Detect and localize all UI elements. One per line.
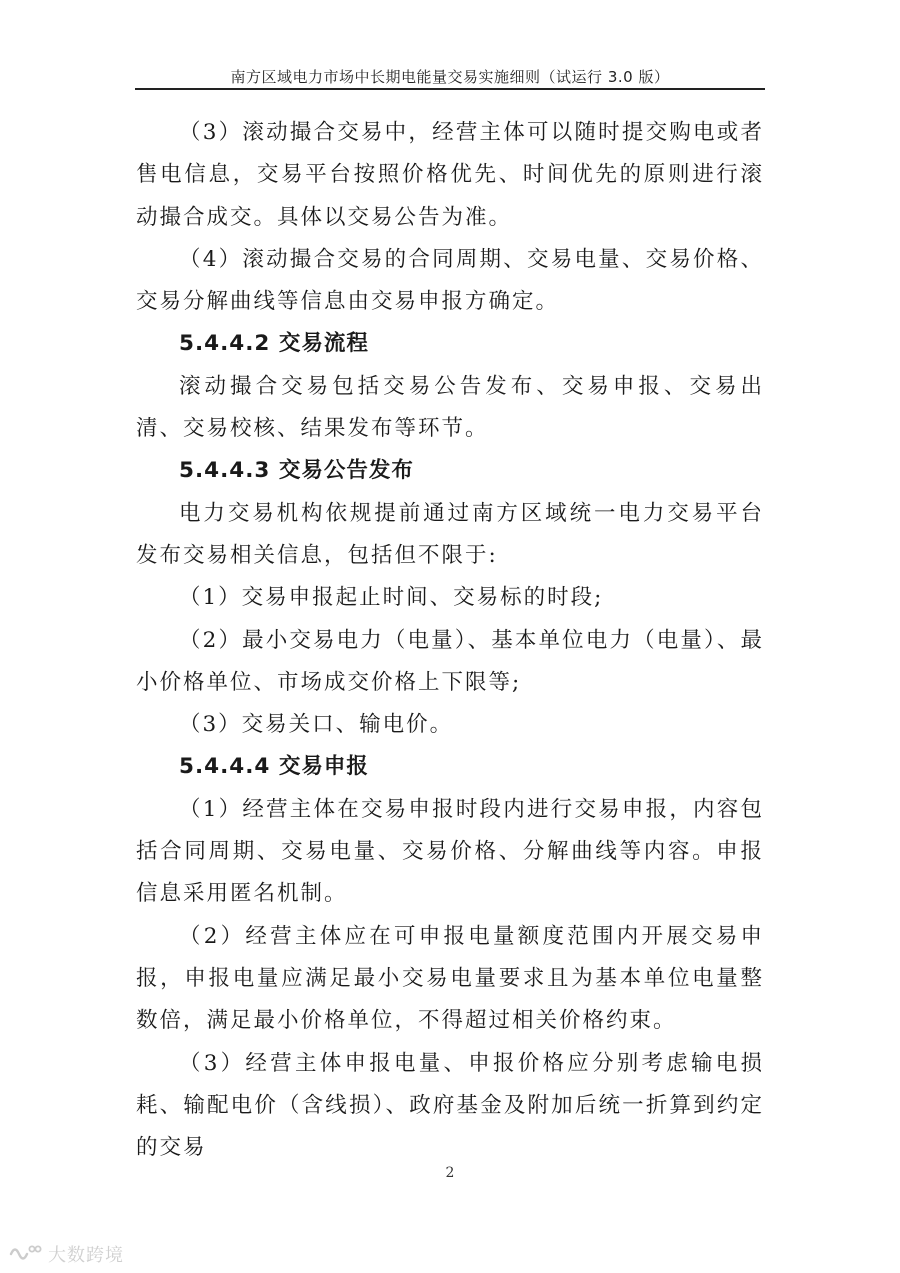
document-body <box>136 112 764 1169</box>
list-item-declaration-2: （2）经营主体应在可申报电量额度范围内开展交易申报，申报电量应满足最小交易电量要求且为基本单位电量整数倍，满足最小价格单位，不得超过相关价格约束。 <box>136 923 764 1034</box>
list-item-announcement-2: （2）最小交易电力（电量）、基本单位电力（电量）、最小价格单位、市场成交价格上下限等; <box>136 627 764 695</box>
watermark <box>8 1240 124 1268</box>
list-item-declaration-1: （1）经营主体在交易申报时段内进行交易申报，内容包括合同周期、交易电量、交易价格、分解曲线等内容。申报信息采用匿名机制。 <box>136 796 764 907</box>
list-item-announcement-1: （1）交易申报起止时间、交易标的时段; <box>179 585 604 611</box>
paragraph-trade-process: 滚动撮合交易包括交易公告发布、交易申报、交易出清、交易校核、结果发布等环节。 <box>136 373 764 442</box>
section-heading-5-4-4-4: 5.4.4.4 交易申报 <box>179 754 369 780</box>
list-item-declaration-3: （3）经营主体申报电量、申报价格应分别考虑输电损耗、输配电价（含线损）、政府基金及附加后统一折算到约定的交易 <box>136 1050 764 1161</box>
page-number: 2 <box>445 1165 455 1181</box>
watermark-text: 大数跨境 <box>48 1245 124 1266</box>
header-rule <box>135 88 765 90</box>
section-heading-5-4-4-2: 5.4.4.2 交易流程 <box>179 331 369 357</box>
paragraph-4-contract-info: （4）滚动撮合交易的合同周期、交易电量、交易价格、交易分解曲线等信息由交易申报方确定。 <box>136 246 764 315</box>
sound-wave-logo-icon <box>8 1242 42 1266</box>
running-header: 南方区域电力市场中长期电能量交易实施细则（试运行 3.0 版） <box>230 68 670 86</box>
paragraph-announcement-intro: 电力交易机构依规提前通过南方区域统一电力交易平台发布交易相关信息，包括但不限于: <box>136 500 764 568</box>
list-item-announcement-3: （3）交易关口、输电价。 <box>179 712 454 738</box>
section-heading-5-4-4-3: 5.4.4.3 交易公告发布 <box>179 458 414 484</box>
paragraph-3-rolling-matching: （3）滚动撮合交易中，经营主体可以随时提交购电或者售电信息，交易平台按照价格优先、时间优先的原则进行滚动撮合成交。具体以交易公告为准。 <box>136 120 764 230</box>
